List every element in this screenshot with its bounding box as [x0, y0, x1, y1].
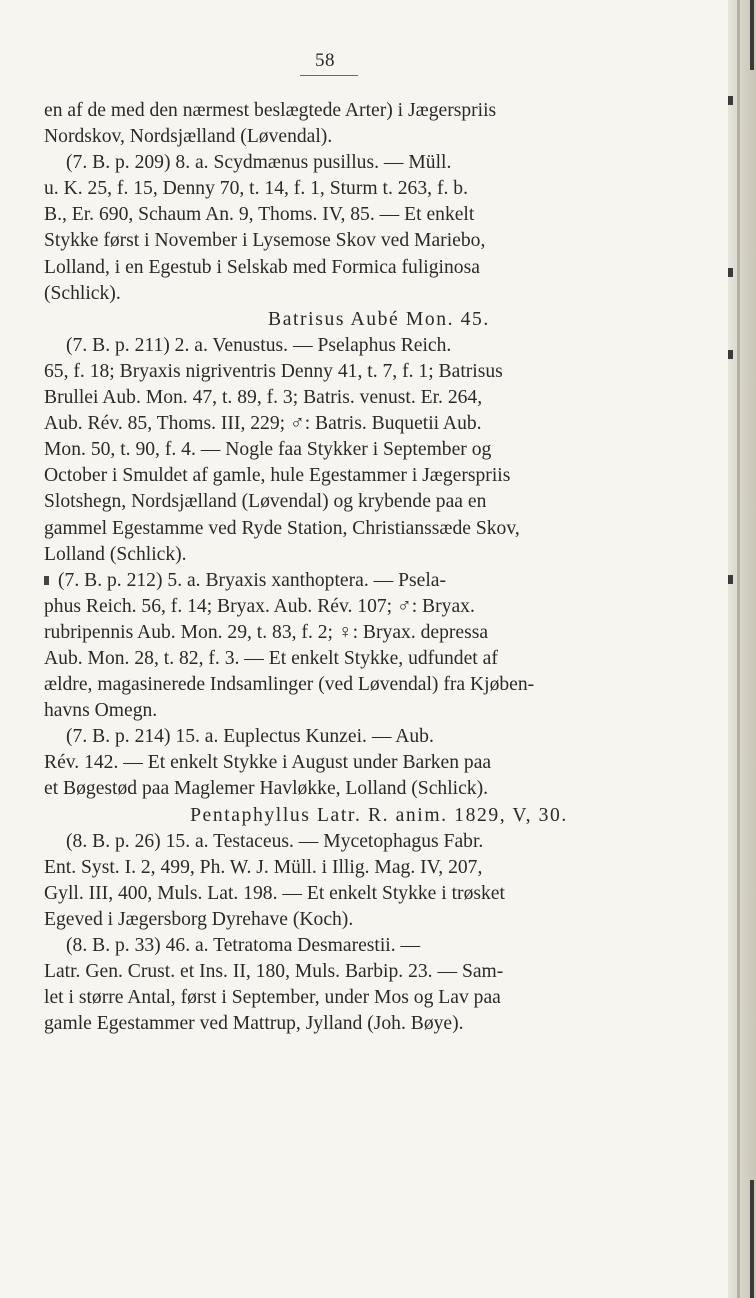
genus-heading: Pentaphyllus Latr. R. anim. 1829, V, 30.	[190, 804, 568, 826]
text-line: Ent. Syst. I. 2, 499, Ph. W. J. Müll. i Illig. Mag. IV, 207,	[44, 856, 483, 878]
page-edge-mark	[728, 96, 733, 105]
page-edge-dark	[750, 0, 754, 70]
text-line: let i større Antal, først i September, under Mos og Lav paa	[44, 987, 501, 1009]
margin-mark-icon	[44, 576, 49, 585]
text-line: (Schlick).	[44, 282, 121, 304]
text-line: Stykke først i November i Lysemose Skov ved Mariebo,	[44, 230, 486, 252]
text-line: rubripennis Aub. Mon. 29, t. 83, f. 2; ♀: Bryax. depressa	[44, 621, 489, 643]
page-edge-strip	[728, 0, 756, 1298]
page-number-rule	[300, 75, 358, 76]
entry-heading-text: (7. B. p. 212) 5. a. Bryaxis xanthoptera. — Psela-	[58, 569, 446, 591]
text-line: Lolland (Schlick).	[44, 543, 187, 565]
text-line: Egeved i Jægersborg Dyrehave (Koch).	[44, 908, 354, 930]
text-line: ældre, magasinerede Indsamlinger (ved Løvendal) fra Kjøben-	[44, 674, 535, 696]
entry-heading-line: (8. B. p. 33) 46. a. Tetratoma Desmarestii. —	[66, 935, 421, 956]
entry-heading-line: (7. B. p. 211) 2. a. Venustus. — Pselaphus Reich.	[66, 334, 452, 356]
text-line: gamle Egestammer ved Mattrup, Jylland (Joh. Bøye).	[44, 1013, 464, 1035]
text-line: Brullei Aub. Mon. 47, t. 89, f. 3; Batris. venust. Er. 264,	[44, 387, 483, 409]
page-edge-mark	[728, 575, 733, 584]
text-line: havns Omegn.	[44, 700, 158, 722]
entry-heading-line: (8. B. p. 26) 15. a. Testaceus. — Mycetophagus Fabr.	[66, 830, 484, 852]
text-line: Aub. Mon. 28, t. 82, f. 3. — Et enkelt Stykke, udfundet af	[44, 647, 498, 669]
text-line: u. K. 25, f. 15, Denny 70, t. 14, f. 1, Sturm t. 263, f. b.	[44, 178, 468, 200]
body-text	[44, 98, 714, 1037]
text-line: 65, f. 18; Bryaxis nigriventris Denny 41, t. 7, f. 1; Batrisus	[44, 360, 503, 382]
text-line: Lolland, i en Egestub i Selskab med Formica fuliginosa	[44, 256, 480, 278]
text-line: Gyll. III, 400, Muls. Lat. 198. — Et enkelt Stykke i trøsket	[44, 882, 505, 904]
text-line: Nordskov, Nordsjælland (Løvendal).	[44, 126, 333, 148]
text-line: phus Reich. 56, f. 14; Bryax. Aub. Rév. 107; ♂: Bryax.	[44, 595, 475, 617]
text-line: en af de med den nærmest beslægtede Arter) i Jægerspriis	[44, 100, 497, 121]
page-edge-shade	[737, 0, 740, 1298]
page-number: 58	[315, 50, 335, 71]
text-line: Latr. Gen. Crust. et Ins. II, 180, Muls. Barbip. 23. — Sam-	[44, 961, 504, 983]
text-line: October i Smuldet af gamle, hule Egestammer i Jægerspriis	[44, 465, 511, 487]
entry-heading-line: (7. B. p. 209) 8. a. Scydmænus pusillus. — Müll.	[66, 152, 452, 174]
text-line: Aub. Rév. 85, Thoms. III, 229; ♂: Batris. Buquetii Aub.	[44, 413, 482, 435]
text-line: et Bøgestød paa Maglemer Havløkke, Lolland (Schlick).	[44, 778, 488, 800]
text-line: Rév. 142. — Et enkelt Stykke i August under Barken paa	[44, 752, 492, 774]
genus-heading: Batrisus Aubé Mon. 45.	[268, 308, 490, 330]
page-edge-mark	[728, 350, 733, 359]
entry-heading-line: (7. B. p. 214) 15. a. Euplectus Kunzei. — Aub.	[66, 726, 434, 748]
text-line: Mon. 50, t. 90, f. 4. — Nogle faa Stykker i September og	[44, 439, 492, 461]
entry-heading-line	[44, 568, 714, 594]
text-line: Slotshegn, Nordsjælland (Løvendal) og krybende paa en	[44, 491, 487, 513]
text-line: gammel Egestamme ved Ryde Station, Christianssæde Skov,	[44, 517, 520, 539]
text-line: B., Er. 690, Schaum An. 9, Thoms. IV, 85. — Et enkelt	[44, 204, 475, 226]
page-edge-dark	[750, 1180, 754, 1298]
page-edge-mark	[728, 268, 733, 277]
